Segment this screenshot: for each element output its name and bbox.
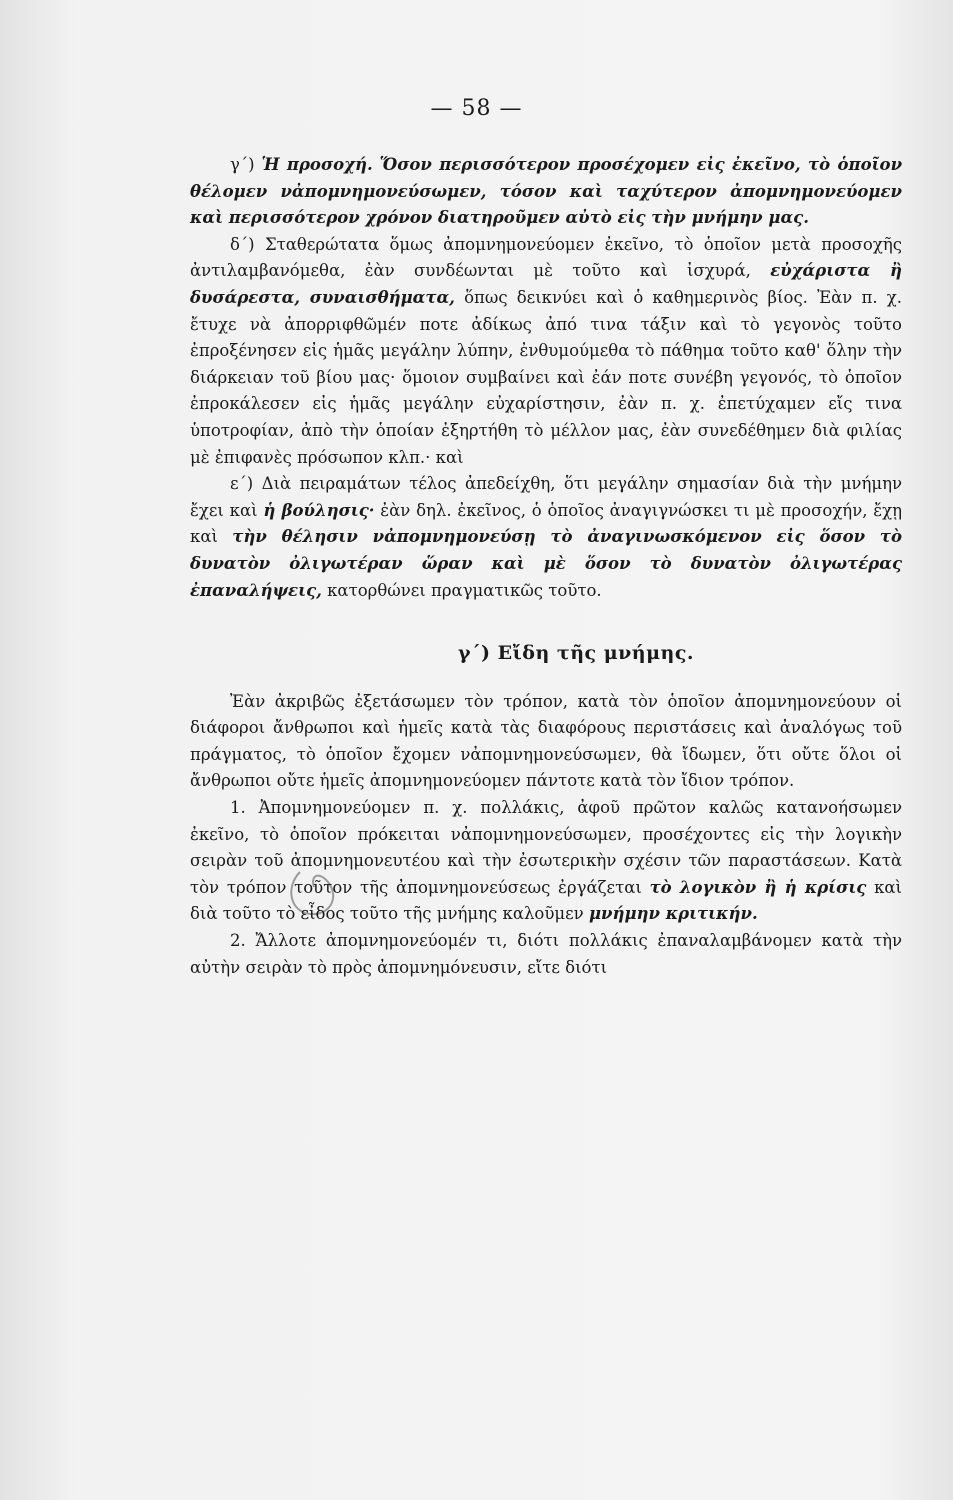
paragraph-emotions: δ΄) Σταθερώτατα ὅμως ἀπομνημονεύομεν ἐκεῖνο, τὸ ὁποῖον μετὰ προσοχῆς ἀντιλαμβανόμεθα, ἐὰν συνδέωνται μὲ τοῦτο καὶ ἰσχυρά, εὐχάριστα ἢ δυσάρεστα, συναισθήματα, ὅπως δεικνύει καὶ ὁ καθημερινὸς βίος. Ἐὰν π. χ. ἔτυχε νὰ ἀπορριφθῶμέν ποτε ἀδίκως ἀπό τινα τάξιν καὶ τὸ γεγονὸς τοῦτο ἐπροξένησεν εἰς ἡμᾶς μεγάλην λύπην, ἐνθυμούμεθα τὸ πάθημα τοῦτο καθ' ὅλην τὴν διάρκειαν τοῦ βίου μας· ὅμοιον συμβαίνει καὶ ἐάν ποτε συνέβη γεγονός, τὸ ὁποῖον ἐπροκάλεσεν εἰς ἡμᾶς μεγάλην εὐχαρίστησιν, ἐὰν π. χ. ἐπετύχαμεν εἴς τινα ὑποτροφίαν, ἀπὸ τὴν ὁποίαν ἐξηρτήθη τὸ μέλλον μας, ἐὰν συνεδέθημεν διὰ φιλίας μὲ ἐπιφανὲς πρόσωπον κλπ.· καὶ	[190, 234, 902, 467]
paragraph-attention: γ΄) Ἡ προσοχή. Ὅσον περισσότερον προσέχομεν εἰς ἐκεῖνο, τὸ ὁποῖον θέλομεν νἀπομνημονεύσωμεν, τόσον καὶ ταχύτερον ἀπομνημονεύομεν καὶ περισσότερον χρόνον διατηροῦμεν αὐτὸ εἰς τὴν μνήμην μας.	[190, 155, 903, 228]
list-item-1: 1. Ἀπομνημονεύομεν π. χ. πολλάκις, ἀφοῦ πρῶτον καλῶς κατανοήσωμεν ἐκεῖνο, τὸ ὁποῖον πρόκειται νἀπομνημονεύσωμεν, προσέχοντες εἰς τὴν λογικὴν σειρὰν τοῦ ἀπομνημονευτέου καὶ τὴν ἐσωτερικὴν σχέσιν τῶν παραστάσεων. Κατὰ τὸν τρόπον τοῦτον τῆς ἀπομνημονεύσεως ἐργάζεται τὸ λογικὸν ἢ ἡ κρίσις καὶ διὰ τοῦτο τὸ εἶδος τοῦτο τῆς μνήμης καλοῦμεν μνήμην κριτικήν.	[190, 798, 903, 924]
paragraph-intro: Ἐὰν ἀκριβῶς ἐξετάσωμεν τὸν τρόπον, κατὰ τὸν ὁποῖον ἀπομνημονεύουν οἱ διάφοροι ἄνθρωποι καὶ ἡμεῖς κατὰ τὰς διαφόρους περιστάσεις καὶ ἀναλόγως τοῦ πράγματος, τὸ ὁποῖον ἔχομεν νἀπομνημονεύσωμεν, θὰ ἴδωμεν, ὅτι οὔτε ὅλοι οἱ ἄνθρωποι οὔτε ἡμεῖς ἀπομνημονεύομεν πάντοτε κατὰ τὸν ἴδιον τρόπον.	[190, 691, 902, 791]
page-number: — 58 —	[430, 96, 523, 121]
list-item-2: 2. Ἄλλοτε ἀπομνημονεύομέν τι, διότι πολλάκις ἐπαναλαμβάνομεν κατὰ τὴν αὐτὴν σειρὰν τὸ πρὸς ἀπομνημόνευσιν, εἴτε διότι	[190, 931, 902, 977]
body-text	[190, 152, 902, 981]
section-title-attention: Ἡ προσοχή.	[261, 155, 373, 174]
section-heading: γ΄) Εἴδη τῆς μνήμης.	[457, 642, 694, 665]
paragraph-will: ε΄) Διὰ πειραμάτων τέλος ἀπεδείχθη, ὅτι μεγάλην σημασίαν διὰ τὴν μνήμην ἔχει καὶ ἡ βούλησις· ἐὰν δηλ. ἐκεῖνος, ὁ ὁποῖος ἀναγιγνώσκει τι μὲ προσοχήν, ἔχῃ καὶ τὴν θέλησιν νἀπομνημονεύσῃ τὸ ἀναγινωσκόμενον εἰς ὅσον τὸ δυνατὸν ὀλιγωτέραν ὥραν καὶ μὲ ὅσον τὸ δυνατὸν ὀλιγωτέρας ἐπαναλήψεις, κατορθώνει πραγματικῶς τοῦτο.	[190, 474, 902, 600]
